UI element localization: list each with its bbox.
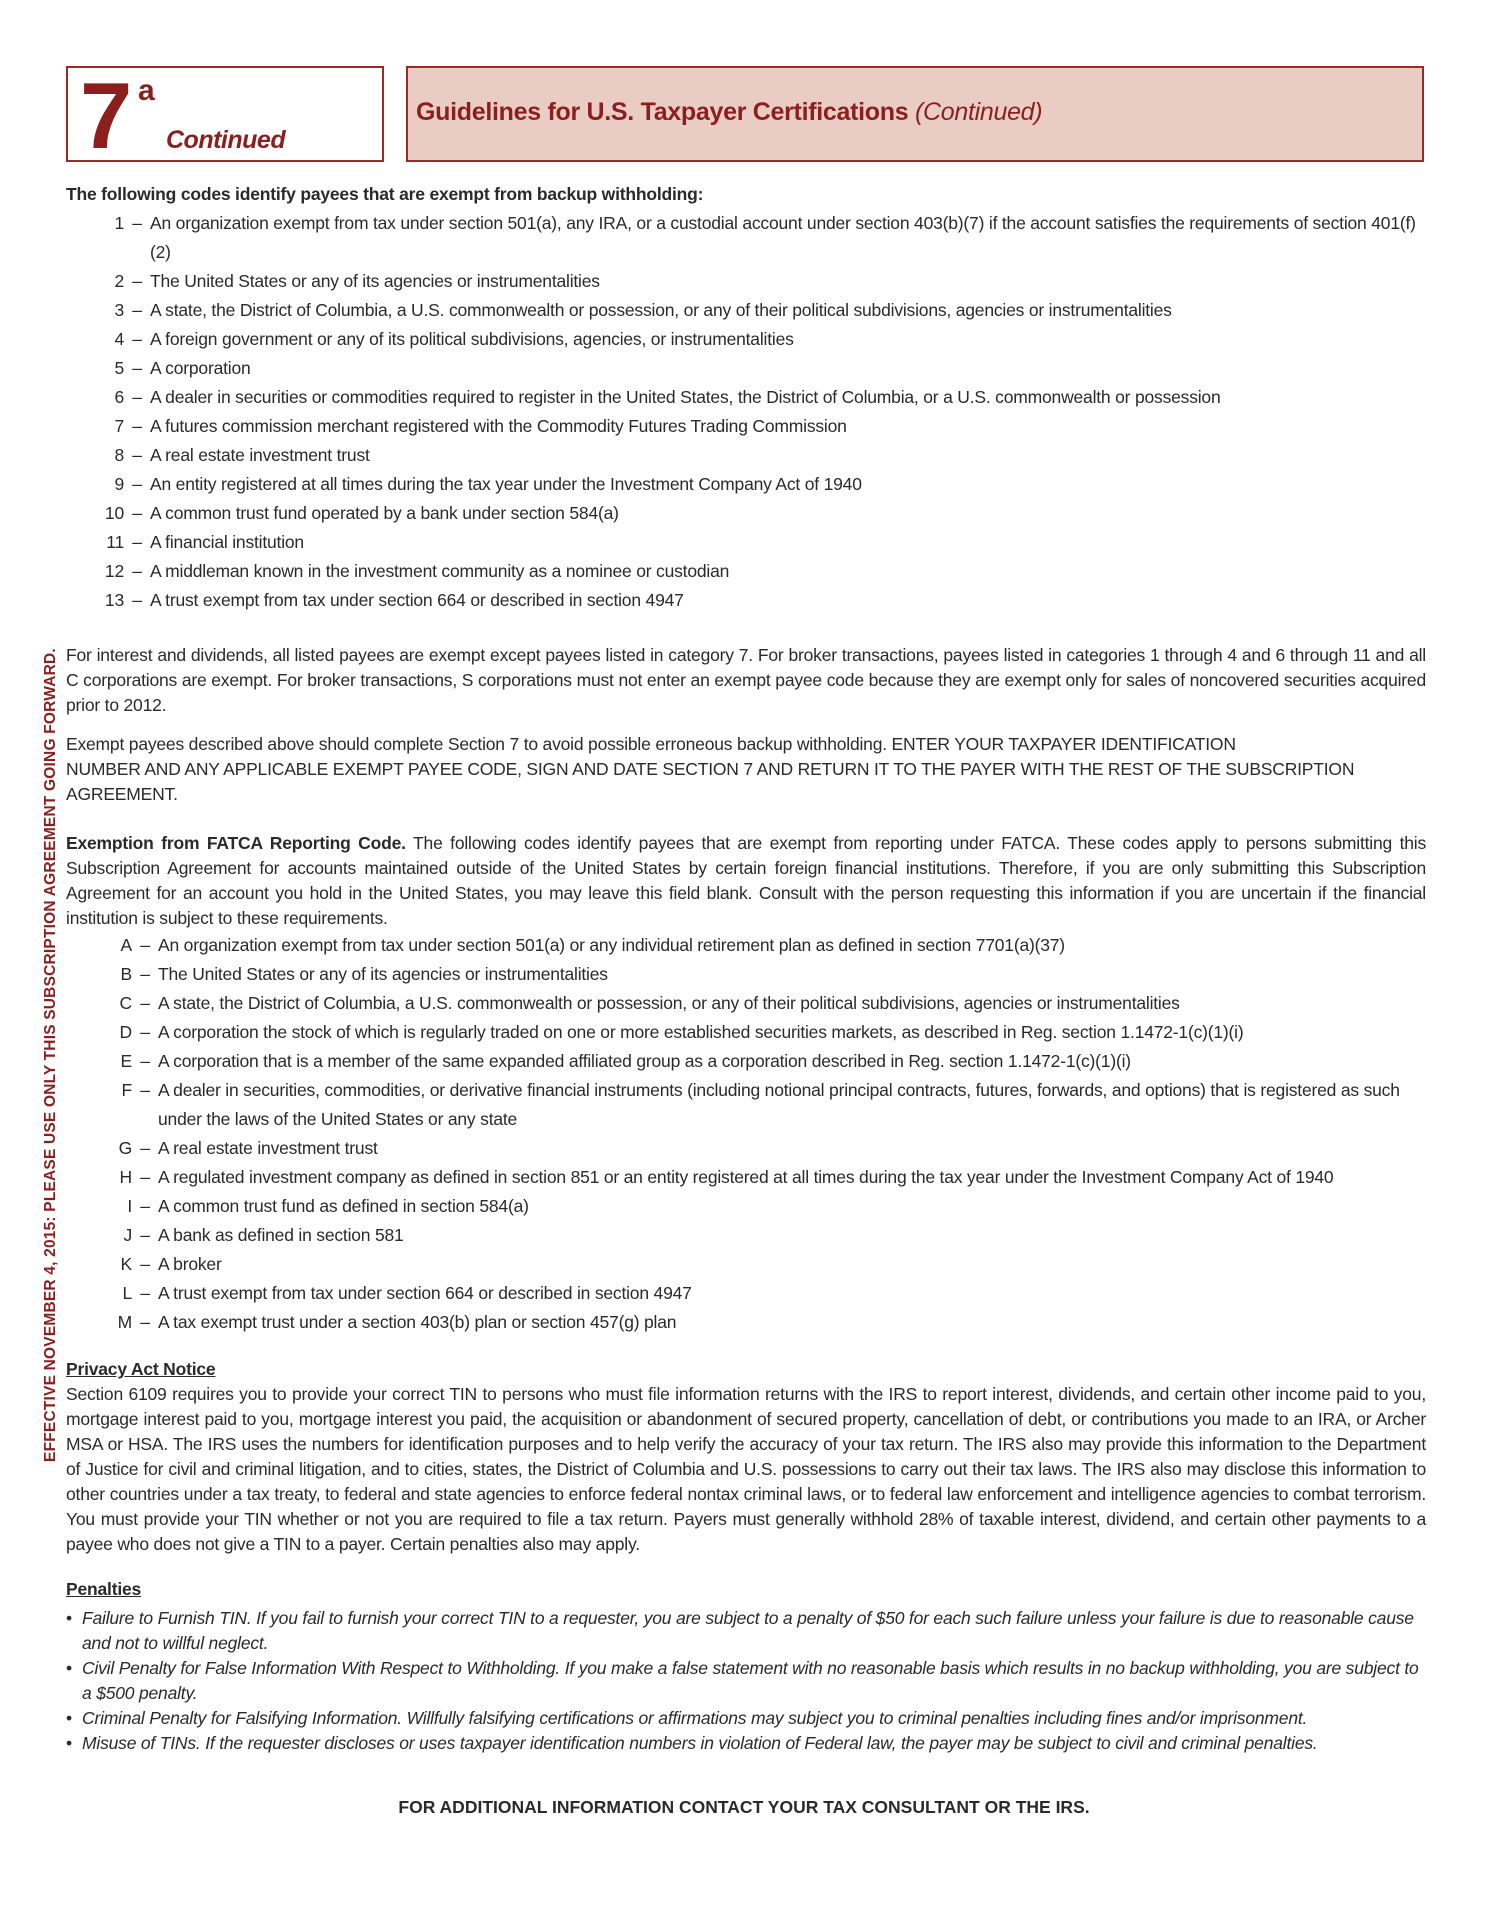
exempt-code-code: 4	[114, 329, 124, 349]
fatca-heading: Exemption from FATCA Reporting Code.	[66, 833, 406, 853]
fatca-code-item	[66, 1076, 1426, 1134]
fatca-code-dash: –	[140, 1080, 150, 1100]
fatca-code-description: A corporation that is a member of the same expanded affiliated group as a corporation described in Reg. section 1.1472-1(c)(1)(i)	[158, 1051, 1131, 1071]
exempt-code-description: A dealer in securities or commodities required to register in the United States, the District of Columbia, or a U.S. commonwealth or possession	[150, 387, 1221, 407]
fatca-code-item	[66, 1018, 1426, 1047]
fatca-code-code: E	[120, 1051, 132, 1071]
exempt-code-description: A futures commission merchant registered with the Commodity Futures Trading Commission	[150, 416, 847, 436]
exempt-code-code: 8	[114, 445, 124, 465]
exempt-code-dash: –	[132, 503, 142, 523]
exempt-code-dash: –	[132, 590, 142, 610]
fatca-code-description: A bank as defined in section 581	[158, 1225, 404, 1245]
fatca-code-description: A corporation the stock of which is regularly traded on one or more established securities markets, as described in Reg. section 1.1472-1(c)(1)(i)	[158, 1022, 1244, 1042]
exempt-code-code: 6	[114, 387, 124, 407]
exempt-code-item	[66, 586, 1426, 615]
exempt-code-item	[66, 441, 1426, 470]
exempt-code-code: 12	[104, 561, 124, 581]
bullet-icon: •	[66, 1608, 72, 1628]
section-continued-label: Continued	[166, 126, 286, 154]
fatca-text: The following codes identify payees that are exempt from reporting under FATCA. These codes apply to persons submitting this Subscription Agreement for accounts maintained outside of the United States by certain foreign financial institutions. Therefore, if you are only submitting this Subscription Agreement for an account you hold in the United States, you may leave this field blank. Consult with the person requesting this information if you are uncertain if the financial institution is subject to these requirements.	[66, 833, 1427, 928]
privacy-text: Section 6109 requires you to provide your correct TIN to persons who must file information returns with the IRS to report interest, dividends, and certain other income paid to you, mortgage interest paid to you, mortgage interest you paid, the acquisition or abandonment of secured property, cancellation of debt, or contributions you made to an IRA, or Archer MSA or HSA. The IRS uses the numbers for identification purposes and to help verify the accuracy of your tax return. The IRS also may provide this information to the Department of Justice for civil and criminal litigation, and to cities, states, the District of Columbia and U.S. possessions to carry out their tax laws. The IRS also may disclose this information to other countries under a tax treaty, to federal and state agencies to enforce federal nontax criminal laws, or to federal law enforcement and intelligence agencies to combat terrorism. You must provide your TIN whether or not you are required to file a tax return. Payers must generally withhold 28% of taxable interest, dividend, and certain other payments to a payee who does not give a TIN to a payer. Certain penalties also may apply.	[66, 1384, 1426, 1554]
exempt-code-code: 10	[104, 503, 124, 523]
exempt-code-code: 11	[106, 532, 124, 552]
exempt-code-item	[66, 528, 1426, 557]
penalty-item	[66, 1731, 1426, 1756]
exempt-code-dash: –	[132, 387, 142, 407]
exempt-code-dash: –	[132, 532, 142, 552]
exempt-code-description: An organization exempt from tax under section 501(a), any IRA, or a custodial account under section 403(b)(7) if the account satisfies the requirements of section 401(f)(2)	[150, 213, 1416, 262]
exempt-code-dash: –	[132, 300, 142, 320]
privacy-heading: Privacy Act Notice	[66, 1359, 216, 1379]
exempt-code-dash: –	[132, 561, 142, 581]
fatca-code-code: H	[119, 1167, 132, 1187]
exempt-code-item	[66, 412, 1426, 441]
side-notice: EFFECTIVE NOVEMBER 4, 2015: PLEASE USE ONLY THIS SUBSCRIPTION AGREEMENT GOING FORWARD.	[42, 648, 59, 1462]
fatca-code-dash: –	[140, 1022, 150, 1042]
fatca-code-item	[66, 1134, 1426, 1163]
fatca-code-description: A trust exempt from tax under section 664 or described in section 4947	[158, 1283, 692, 1303]
exempt-code-description: A state, the District of Columbia, a U.S. commonwealth or possession, or any of their political subdivisions, agencies or instrumentalities	[150, 300, 1172, 320]
fatca-code-code: C	[119, 993, 132, 1013]
exempt-code-code: 13	[104, 590, 124, 610]
exempt-code-dash: –	[132, 271, 142, 291]
section-superscript: a	[138, 74, 155, 107]
fatca-code-description: The United States or any of its agencies or instrumentalities	[158, 964, 608, 984]
penalty-text: Criminal Penalty for Falsifying Information. Willfully falsifying certifications or affirmations may subject you to criminal penalties including fines and/or imprisonment.	[82, 1708, 1308, 1728]
title-banner	[406, 66, 1424, 162]
exempt-code-code: 7	[114, 416, 124, 436]
exempt-code-code: 2	[114, 271, 124, 291]
exempt-code-code: 9	[114, 474, 124, 494]
fatca-code-code: K	[120, 1254, 132, 1274]
fatca-code-item	[66, 1047, 1426, 1076]
fatca-code-description: A regulated investment company as defined in section 851 or an entity registered at all times during the tax year under the Investment Company Act of 1940	[158, 1167, 1334, 1187]
exempt-code-item	[66, 557, 1426, 586]
fatca-code-code: M	[117, 1312, 132, 1332]
penalty-text: Civil Penalty for False Information With Respect to Withholding. If you make a false statement with no reasonable basis which results in no backup withholding, you are subject to a $500 penalty.	[82, 1658, 1419, 1703]
interest-paragraph: For interest and dividends, all listed payees are exempt except payees listed in category 7. For broker transactions, payees listed in categories 1 through 4 and 6 through 11 and all C corporations are exempt. For broker transactions, S corporations must not enter an exempt payee code because they are exempt only for sales of noncovered securities acquired prior to 2012.	[66, 645, 1426, 715]
fatca-code-code: B	[120, 964, 132, 984]
fatca-code-dash: –	[140, 935, 150, 955]
fatca-code-dash: –	[140, 993, 150, 1013]
fatca-code-description: A dealer in securities, commodities, or derivative financial instruments (including notional principal contracts, futures, forwards, and options) that is registered as such under the laws of the United States or any state	[158, 1080, 1400, 1129]
penalties-heading: Penalties	[66, 1579, 142, 1599]
exempt-code-description: An entity registered at all times during the tax year under the Investment Company Act of 1940	[150, 474, 862, 494]
bullet-icon: •	[66, 1708, 72, 1728]
exempt-code-description: A real estate investment trust	[150, 445, 370, 465]
fatca-code-dash: –	[140, 1167, 150, 1187]
fatca-code-dash: –	[140, 964, 150, 984]
fatca-code-dash: –	[140, 1138, 150, 1158]
penalties-list	[66, 1606, 1426, 1756]
exempt-code-description: The United States or any of its agencies or instrumentalities	[150, 271, 600, 291]
bullet-icon: •	[66, 1733, 72, 1753]
penalty-text: Misuse of TINs. If the requester discloses or uses taxpayer identification numbers in violation of Federal law, the payer may be subject to civil and criminal penalties.	[82, 1733, 1318, 1753]
exempt-intro: The following codes identify payees that are exempt from backup withholding:	[66, 184, 704, 204]
exempt-code-description: A common trust fund operated by a bank under section 584(a)	[150, 503, 619, 523]
fatca-code-item	[66, 1279, 1426, 1308]
fatca-code-code: G	[118, 1138, 132, 1158]
exempt-code-item	[66, 383, 1426, 412]
exempt-code-description: A foreign government or any of its political subdivisions, agencies, or instrumentalities	[150, 329, 794, 349]
fatca-code-description: A real estate investment trust	[158, 1138, 378, 1158]
exempt-code-description: A financial institution	[150, 532, 304, 552]
exempt-instruction-line-1: Exempt payees described above should complete Section 7 to avoid possible erroneous backup withholding. ENTER YOUR TAXPAYER IDENTIFICATION	[66, 734, 1236, 754]
fatca-code-description: A broker	[158, 1254, 222, 1274]
exempt-code-description: A trust exempt from tax under section 664 or described in section 4947	[150, 590, 684, 610]
exempt-code-item	[66, 325, 1426, 354]
fatca-code-code: L	[122, 1283, 132, 1303]
fatca-code-item	[66, 1250, 1426, 1279]
exempt-code-code: 5	[114, 358, 124, 378]
fatca-code-dash: –	[140, 1312, 150, 1332]
penalty-item	[66, 1606, 1426, 1656]
exempt-code-code: 3	[114, 300, 124, 320]
fatca-code-description: A state, the District of Columbia, a U.S. commonwealth or possession, or any of their political subdivisions, agencies or instrumentalities	[158, 993, 1180, 1013]
fatca-code-code: J	[123, 1225, 132, 1245]
fatca-code-item	[66, 1221, 1426, 1250]
page-title-suffix: (Continued)	[914, 98, 1043, 126]
penalty-text: Failure to Furnish TIN. If you fail to furnish your correct TIN to a requester, you are subject to a penalty of $50 for each such failure unless your failure is due to reasonable cause and not to willful neglect.	[82, 1608, 1414, 1653]
exempt-code-dash: –	[132, 474, 142, 494]
fatca-paragraph	[66, 831, 1426, 931]
fatca-code-dash: –	[140, 1254, 150, 1274]
fatca-code-list	[66, 931, 1426, 1337]
fatca-code-item	[66, 1192, 1426, 1221]
exempt-code-dash: –	[132, 213, 142, 233]
fatca-code-dash: –	[140, 1283, 150, 1303]
exempt-code-dash: –	[132, 416, 142, 436]
exempt-instruction-paragraph	[66, 732, 1426, 807]
fatca-code-item	[66, 931, 1426, 960]
exempt-code-dash: –	[132, 358, 142, 378]
fatca-code-dash: –	[140, 1225, 150, 1245]
fatca-code-description: A tax exempt trust under a section 403(b) plan or section 457(g) plan	[158, 1312, 677, 1332]
bullet-icon: •	[66, 1658, 72, 1678]
fatca-code-item	[66, 989, 1426, 1018]
fatca-code-code: D	[119, 1022, 132, 1042]
footer-note: FOR ADDITIONAL INFORMATION CONTACT YOUR TAX CONSULTANT OR THE IRS.	[398, 1797, 1090, 1817]
fatca-code-dash: –	[140, 1051, 150, 1071]
exempt-code-dash: –	[132, 329, 142, 349]
fatca-code-code: A	[120, 935, 132, 955]
exempt-code-item	[66, 267, 1426, 296]
fatca-code-item	[66, 1308, 1426, 1337]
fatca-code-description: A common trust fund as defined in section 584(a)	[158, 1196, 529, 1216]
page-title	[416, 98, 1042, 127]
section-number: 7	[80, 63, 129, 168]
exempt-code-list	[66, 209, 1426, 615]
exempt-code-item	[66, 354, 1426, 383]
fatca-code-item	[66, 960, 1426, 989]
exempt-code-item	[66, 470, 1426, 499]
fatca-code-code: F	[121, 1080, 132, 1100]
exempt-code-description: A middleman known in the investment community as a nominee or custodian	[150, 561, 730, 581]
fatca-code-code: I	[127, 1196, 132, 1216]
fatca-code-item	[66, 1163, 1426, 1192]
section-badge	[66, 63, 384, 168]
page-title-main: Guidelines for U.S. Taxpayer Certifications	[416, 98, 909, 126]
exempt-instruction-line-2: NUMBER AND ANY APPLICABLE EXEMPT PAYEE CODE, SIGN AND DATE SECTION 7 AND RETURN IT TO THE PAYER WITH THE REST OF THE SUBSCRIPTION AGREEMENT.	[66, 759, 1355, 804]
exempt-code-item	[66, 296, 1426, 325]
fatca-code-dash: –	[140, 1196, 150, 1216]
exempt-code-item	[66, 209, 1426, 267]
document-body	[66, 182, 1426, 1756]
exempt-code-dash: –	[132, 445, 142, 465]
exempt-code-description: A corporation	[150, 358, 251, 378]
exempt-code-item	[66, 499, 1426, 528]
exempt-code-code: 1	[114, 213, 124, 233]
penalty-item	[66, 1656, 1426, 1706]
fatca-code-description: An organization exempt from tax under section 501(a) or any individual retirement plan as defined in section 7701(a)(37)	[158, 935, 1065, 955]
penalty-item	[66, 1706, 1426, 1731]
